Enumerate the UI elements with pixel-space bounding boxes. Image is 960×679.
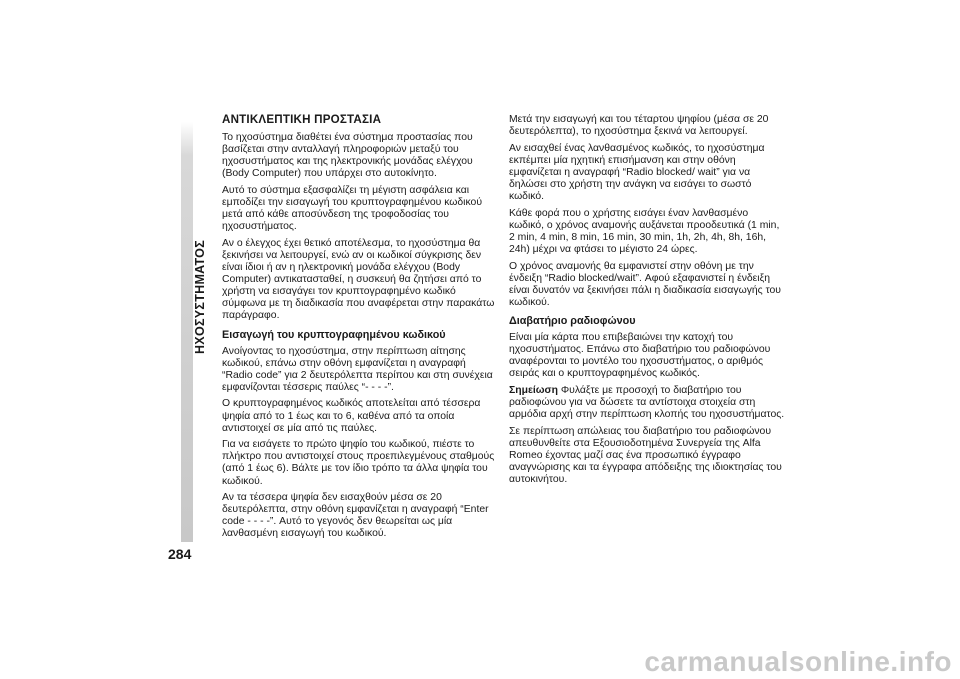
paragraph: Ο χρόνος αναμονής θα εμφανιστεί στην οθόνη με την ένδειξη “Radio blocked/wait”. Αφού εξαφανιστεί η ένδειξη είναι δυνατόν να ξεκινήσει πάλι η διαδικασία εισαγωγής του κωδικού. bbox=[509, 260, 781, 308]
side-tab-bar bbox=[181, 122, 193, 542]
paragraph: Ο κρυπτογραφημένος κωδικός αποτελείται από τέσσερα ψηφία από το 1 έως και το 6, καθένα από τα οποία αντιστοιχεί σε μία από τις παύλες. bbox=[222, 398, 481, 434]
section-side-label: ΗΧΟΣΥΣΤΗΜΑΤΟΣ bbox=[193, 239, 207, 355]
note-label: Σημείωση bbox=[509, 384, 558, 396]
paragraph: Αυτό το σύστημα εξασφαλίζει τη μέγιστη ασφάλεια και εμποδίζει την εισαγωγή του κρυπτογραφημένου κωδικού μετά από κάθε αποσύνδεση της τροφοδοσίας του ηχοσυστήματος. bbox=[222, 184, 483, 233]
paragraph: Για να εισάγετε το πρώτο ψηφίο του κωδικού, πιέστε το πλήκτρο που αντιστοιχεί στους προεπιλεγμένους σταθμούς (από 1 έως 6). Βάλτε με τον ίδιο τρόπο τα άλλα ψηφία του κωδικού. bbox=[222, 439, 495, 487]
subsection-heading: Εισαγωγή του κρυπτογραφημένου κωδικού bbox=[222, 328, 446, 341]
section-heading: ΑΝΤΙΚΛΕΠΤΙΚΗ ΠΡΟΣΤΑΣΙΑ bbox=[222, 113, 382, 126]
watermark: carmanualsonline.info bbox=[644, 646, 952, 677]
paragraph: Κάθε φορά που ο χρήστης εισάγει έναν λανθασμένο κωδικό, ο χρόνος αναμονής αυξάνεται προοδευτικά (1 min, 2 min, 4 min, 8 min, 16 min, 30 min, 1h, 2h, 4h, 8h, 16h, 24h) μέχρι να φτάσει το μέγιστο 24 ώρες. bbox=[509, 207, 780, 255]
paragraph: Αν τα τέσσερα ψηφία δεν εισαχθούν μέσα σε 20 δευτερόλεπτα, στην οθόνη εμφανίζεται η αναγραφή “Enter code - - - -”. Αυτό το γεγονός δεν θεωρείται ως μία λανθασμένη εισαγωγή του κωδικού. bbox=[222, 492, 489, 540]
note-paragraph bbox=[509, 385, 785, 421]
page-number: 284 bbox=[168, 546, 192, 562]
paragraph: Το ηχοσύστημα διαθέτει ένα σύστημα προστασίας που βασίζεται στην ανταλλαγή πληροφοριών μεταξύ του ηχοσυστήματος και της ηλεκτρονικής μονάδας ελέγχου (Body Computer) που υπάρχει στο αυτοκίνητο. bbox=[222, 132, 473, 180]
note-text: Φυλάξτε με προσοχή το διαβατήριο του ραδιοφώνου για να δώσετε τα αντίστοιχα στοιχεία στη αρμόδια αρχή στην περίπτωση κλοπής του ηχοσυστήματος. bbox=[509, 384, 785, 421]
paragraph: Σε περίπτωση απώλειας του διαβατήριο του ραδιοφώνου απευθυνθείτε στα Εξουσιοδοτημένα Συνεργεία της Alfa Romeo έχοντας μαζί σας ένα προσωπικό έγγραφο αναγνώρισης και τα έγγραφα απόδειξης της ιδιοκτησίας του αυτοκινήτου. bbox=[509, 425, 782, 486]
paragraph: Αν εισαχθεί ένας λανθασμένος κωδικός, το ηχοσύστημα εκπέμπει μία ηχητική επισήμανση και στην οθόνη εμφανίζεται η αναγραφή “Radio blocked/ wait” για να δηλώσει στο χρήστη την ανάγκη να εισάγει το σωστό κωδικό. bbox=[509, 142, 765, 203]
right-column bbox=[509, 114, 785, 491]
left-column bbox=[222, 114, 495, 545]
paragraph: Αν ο έλεγχος έχει θετικό αποτέλεσμα, το ηχοσύστημα θα ξεκινήσει να λειτουργεί, ενώ αν οι κωδικοί σύγκρισης δεν είναι ίδιοι ή αν η ηλεκτρονική μονάδα ελέγχου (Body Computer) αντικατασταθεί, η συσκευή θα ζητήσει από το χρήστη να εισαγάγει τον κρυπτογραφημένο κωδικό σύμφωνα με τη διαδικασία που αναφέρεται στην παρακάτω παράγραφο. bbox=[222, 237, 495, 322]
subsection-heading: Διαβατήριο ραδιοφώνου bbox=[509, 314, 636, 327]
paragraph: Μετά την εισαγωγή και του τέταρτου ψηφίου (μέσα σε 20 δευτερόλεπτα), το ηχοσύστημα ξεκινά να λειτουργεί. bbox=[509, 114, 769, 138]
paragraph: Ανοίγοντας το ηχοσύστημα, στην περίπτωση αίτησης κωδικού, επάνω στην οθόνη εμφανίζεται η αναγραφή “Radio code” για 2 δευτερόλεπτα περίπου και στη συνέχεια εμφανίζονται τέσσερις παύλες “- - - -”. bbox=[222, 345, 493, 393]
paragraph: Είναι μία κάρτα που επιβεβαιώνει την κατοχή του ηχοσυστήματος. Επάνω στο διαβατήριο του ραδιοφώνου αναφέρονται το μοντέλο του ηχοσυστήματος, ο αριθμός σειράς και ο κρυπτογραφημένος κωδικός. bbox=[509, 332, 771, 380]
